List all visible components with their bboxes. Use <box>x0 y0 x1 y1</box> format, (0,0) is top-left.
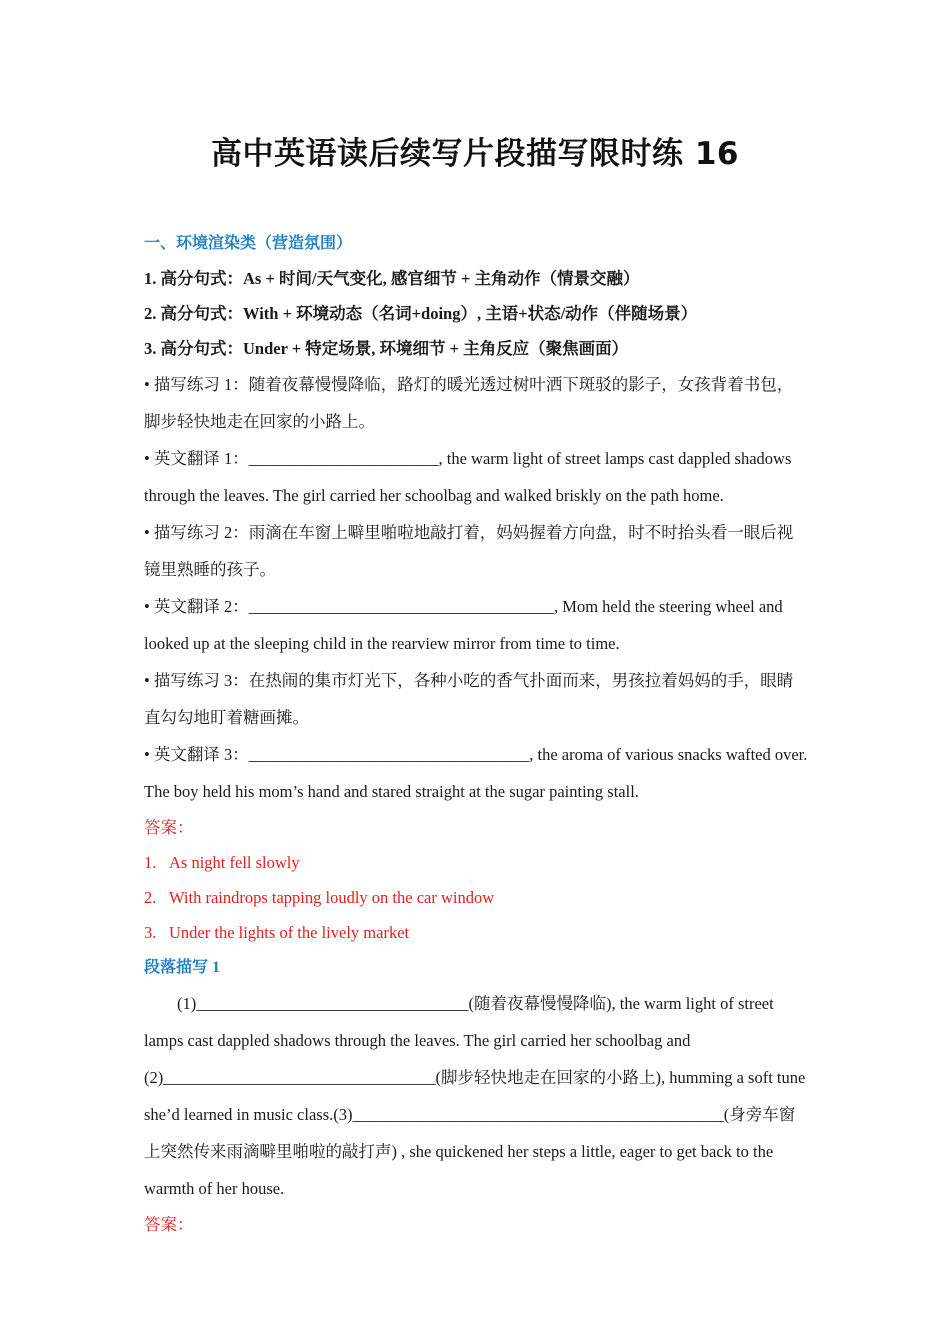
exercise-translation-2: • 英文翻译 2：_____________________________________, Mom held the steering wheel and looked up at the sleeping child in the rearview mirror from time to time. <box>144 597 783 653</box>
paragraph-body-1: (1)_________________________________(随着夜幕慢慢降临), the warm light of street lamps cast dappled shadows through the leaves. The girl carried her schoolbag and (2)_________________________________(脚步轻快地走在回家的小路上), humming a soft tune she’d learned in music class.(3)_____________________________________________(身旁车窗上突然传来雨滴噼里啪啦的敲打声) , she quickened her steps a little, eager to get back to the warmth of her house. <box>144 994 806 1198</box>
paragraph-answer-label: 答案： <box>144 1215 194 1234</box>
exercise-description-1: • 描写练习 1：随着夜幕慢慢降临，路灯的暖光透过树叶洒下斑驳的影子，女孩背着书包，脚步轻快地走在回家的小路上。 <box>144 375 794 431</box>
answer-item <box>144 845 808 880</box>
exercise-translation-3: • 英文翻译 3：__________________________________, the aroma of various snacks wafted over. The boy held his mom’s hand and stared straight at the sugar painting stall. <box>144 745 808 801</box>
exercise-translation-1: • 英文翻译 1：_______________________, the warm light of street lamps cast dappled shadows through the leaves. The girl carried her schoolbag and walked briskly on the path home. <box>144 449 792 505</box>
answer-text: Under the lights of the lively market <box>169 923 410 942</box>
paragraph-heading-1: 段落描写 1 <box>144 959 221 976</box>
section-heading-environment: 一、环境渲染类（营造氛围） <box>144 235 353 252</box>
answer-number: 2. <box>144 888 157 907</box>
exercise-description-2: • 描写练习 2：雨滴在车窗上噼里啪啦地敲打着，妈妈握着方向盘，时不时抬头看一眼后视镜里熟睡的孩子。 <box>144 523 794 579</box>
answer-number: 1. <box>144 853 157 872</box>
document-body <box>144 226 808 1242</box>
answer-text: With raindrops tapping loudly on the car window <box>169 888 495 907</box>
exercise-description-3: • 描写练习 3：在热闹的集市灯光下，各种小吃的香气扑面而来，男孩拉着妈妈的手，眼睛直勾勾地盯着糖画摊。 <box>144 671 794 727</box>
answer-text: As night fell slowly <box>169 853 300 872</box>
sentence-pattern-2: 2. 高分句式：With + 环境动态（名词+doing）, 主语+状态/动作（伴随场景） <box>144 304 698 323</box>
answer-item <box>144 880 808 915</box>
answer-label: 答案： <box>144 818 194 837</box>
page-title: 高中英语读后续写片段描写限时练 16 <box>211 136 739 172</box>
answer-number: 3. <box>144 923 157 942</box>
sentence-pattern-3: 3. 高分句式：Under + 特定场景, 环境细节 + 主角反应（聚焦画面） <box>144 339 629 358</box>
answer-item <box>144 915 808 950</box>
sentence-pattern-1: 1. 高分句式：As + 时间/天气变化, 感官细节 + 主角动作（情景交融） <box>144 269 640 288</box>
